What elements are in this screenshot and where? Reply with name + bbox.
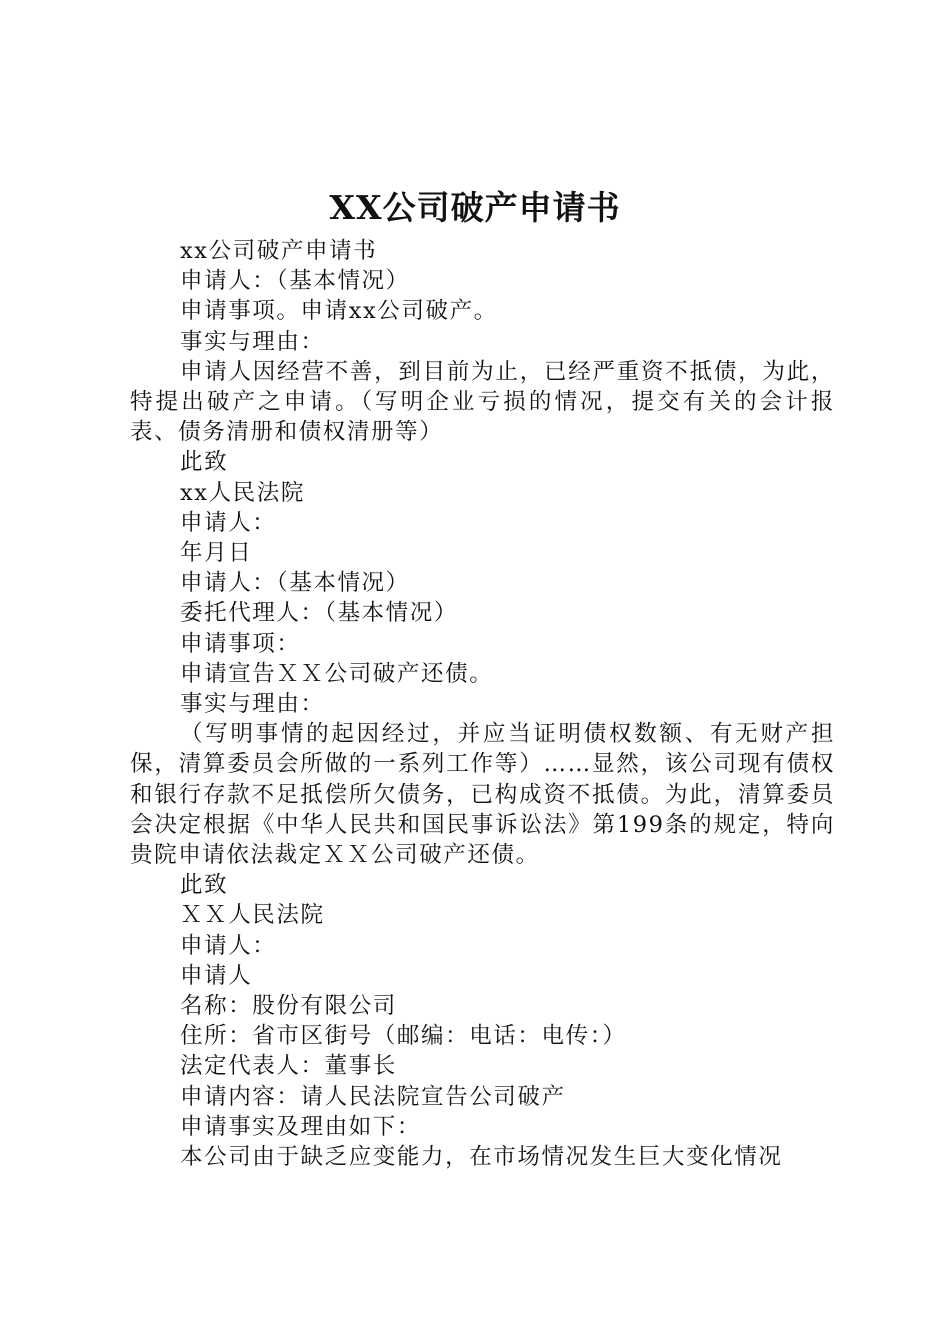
- document-body: [130, 236, 835, 1172]
- paragraph: 申请人因经营不善，到目前为止，已经严重资不抵债，为此，特提出破产之申请。（写明企业亏损的情况，提交有关的会计报表、债务清册和债权清册等）: [130, 358, 835, 446]
- paragraph: 申请事实及理由如下：: [180, 1113, 422, 1140]
- paragraph: 本公司由于缺乏应变能力，在市场情况发生巨大变化情况: [180, 1144, 783, 1171]
- paragraph: 申请人: [180, 962, 253, 989]
- paragraph: 申请人：: [180, 932, 277, 959]
- paragraph: 此致: [180, 449, 229, 476]
- paragraph: ＸＸ人民法院: [180, 902, 325, 929]
- paragraph: xx公司破产申请书: [180, 238, 378, 264]
- paragraph: 申请人：: [180, 509, 277, 536]
- paragraph: 申请内容：请人民法院宣告公司破产: [180, 1083, 566, 1110]
- paragraph: 名称：股份有限公司: [180, 993, 397, 1020]
- document-title: XX公司破产申请书: [329, 188, 621, 227]
- paragraph: 法定代表人：董事长: [180, 1053, 397, 1080]
- paragraph: 年月日: [180, 540, 253, 567]
- paragraph: 申请事项。申请xx公司破产。: [180, 298, 498, 325]
- paragraph: 住所：省市区街号（邮编：电话：电传：）: [180, 1023, 627, 1050]
- paragraph: 委托代理人：（基本情况）: [180, 600, 458, 627]
- paragraph: （写明事情的起因经过，并应当证明债权数额、有无财产担保，清算委员会所做的一系列工作等）……显然，该公司现有债权和银行存款不足抵偿所欠债务，已构成资不抵债。为此，清算委员会决定根据《中华人民共和国民事诉讼法》第199条的规定，特向贵院申请依法裁定ＸＸ公司破产还债。: [130, 721, 835, 869]
- paragraph: 申请人：（基本情况）: [180, 268, 410, 295]
- paragraph: 事实与理由：: [180, 328, 325, 355]
- paragraph: xx人民法院: [180, 479, 305, 506]
- paragraph: 此致: [180, 872, 229, 899]
- paragraph: 申请人：（基本情况）: [180, 570, 410, 597]
- paragraph: 事实与理由：: [180, 691, 325, 718]
- paragraph: 申请事项：: [180, 630, 301, 657]
- paragraph: 申请宣告ＸＸ公司破产还债。: [180, 660, 494, 687]
